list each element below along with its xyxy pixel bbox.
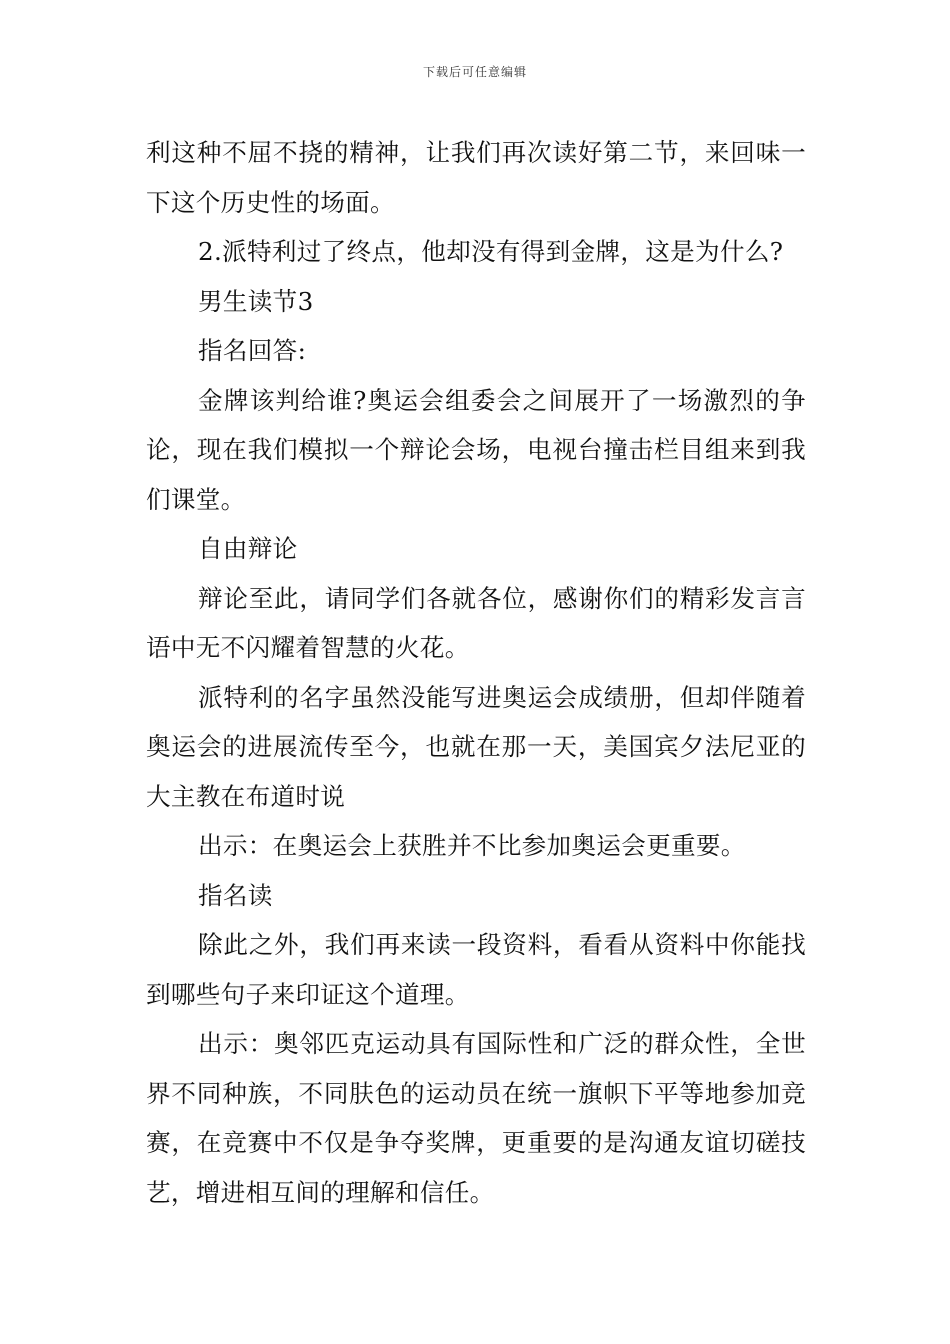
paragraph: 利这种不屈不挠的精神，让我们再次读好第二节，来回味一下这个历史性的场面。 (146, 138, 806, 217)
paragraph: 派特利的名字虽然没能写进奥运会成绩册，但却伴随着奥运会的进展流传至今，也就在那一天，美国宾夕法尼亚的大主教在布道时说 (146, 682, 806, 811)
paragraph: 指名回答: (198, 336, 307, 365)
paragraph: 辩论至此，请同学们各就各位，感谢你们的精彩发言言语中无不闪耀着智慧的火花。 (146, 583, 806, 662)
document-body (146, 128, 806, 1217)
paragraph: 出示：在奥运会上获胜并不比参加奥运会更重要。 (198, 831, 746, 860)
paragraph: 除此之外，我们再来读一段资料，看看从资料中你能找到哪些句子来印证这个道理。 (146, 930, 806, 1009)
paragraph: 出示：奥邻匹克运动具有国际性和广泛的群众性，全世界不同种族，不同肤色的运动员在统一旗帜下平等地参加竞赛，在竞赛中不仅是争夺奖牌，更重要的是沟通友谊切磋技艺，增进相互间的理解和信任。 (146, 1029, 806, 1207)
page-header: 下载后可任意编辑 (422, 65, 527, 79)
paragraph: 自由辩论 (198, 534, 298, 563)
paragraph: 金牌该判给谁?奥运会组委会之间展开了一场激烈的争论，现在我们模拟一个辩论会场，电视台撞击栏目组来到我们课堂。 (146, 385, 806, 514)
paragraph: 指名读 (198, 880, 273, 910)
paragraph: 男生读节3 (198, 286, 314, 316)
paragraph: 2.派特利过了终点，他却没有得到金牌，这是为什么? (198, 237, 784, 266)
